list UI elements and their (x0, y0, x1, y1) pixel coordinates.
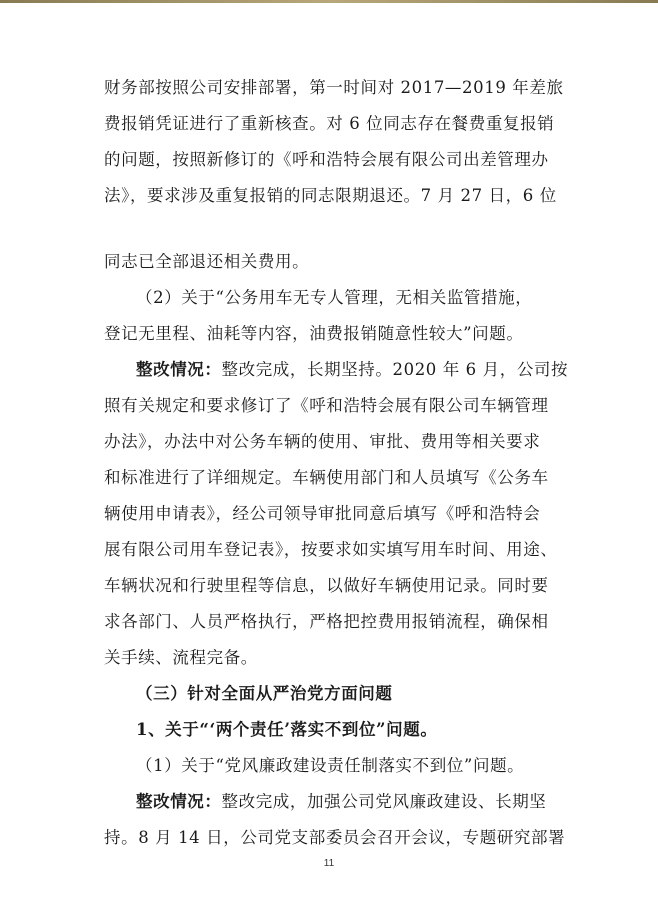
body-line: 法》，要求涉及重复报销的同志限期退还。7 月 27 日，6 位 (104, 186, 557, 205)
rectification-paragraph-2 (136, 792, 564, 812)
body-text: 整改完成，加强公司党风廉政建设、长期坚 (221, 792, 547, 811)
body-line: 费报销凭证进行了重新核查。对 6 位同志存在餐费重复报销 (104, 114, 555, 133)
rectification-paragraph-1 (136, 360, 569, 380)
body-text: 整改完成，长期坚持。2020 年 6 月，公司按 (221, 360, 569, 379)
body-line: （1）关于“党风廉政建设责任制落实不到位”问题。 (136, 756, 525, 775)
subsection-heading: 1、关于“‘两个责任’落实不到位”问题。 (136, 720, 438, 739)
body-line: 持。8 月 14 日，公司党支部委员会召开会议，专题研究部署 (104, 828, 566, 847)
body-line: 照有关规定和要求修订了《呼和浩特会展有限公司车辆管理 (104, 396, 549, 415)
body-line: 车辆状况和行驶里程等信息，以做好车辆使用记录。同时要 (104, 576, 549, 595)
body-line: 财务部按照公司安排部署，第一时间对 2017—2019 年差旅 (104, 78, 564, 97)
body-line: 和标准进行了详细规定。车辆使用部门和人员填写《公务车 (104, 468, 549, 487)
body-line: 登记无里程、油耗等内容，油费报销随意性较大”问题。 (104, 324, 524, 343)
rectification-label: 整改情况： (136, 792, 222, 811)
section-heading: （三）针对全面从严治党方面问题 (136, 684, 393, 703)
body-line: 辆使用申请表》，经公司领导审批同意后填写《呼和浩特会 (104, 504, 541, 523)
body-line: 求各部门、人员严格执行，严格把控费用报销流程，确保相 (104, 612, 549, 631)
body-line: 办法》，办法中对公务车辆的使用、审批、费用等相关要求 (104, 432, 541, 451)
body-line: 展有限公司用车登记表》，按要求如实填写用车时间、用途、 (104, 540, 558, 559)
rectification-label: 整改情况： (136, 360, 222, 379)
body-line: 关手续、流程完备。 (104, 648, 258, 667)
body-line: （2）关于“公务用车无专人管理，无相关监管措施， (136, 288, 533, 307)
page-number: 11 (323, 858, 335, 869)
body-line: 同志已全部退还相关费用。 (104, 252, 310, 271)
header-rule (0, 0, 658, 3)
body-line: 的问题，按照新修订的《呼和浩特会展有限公司出差管理办 (104, 150, 549, 169)
